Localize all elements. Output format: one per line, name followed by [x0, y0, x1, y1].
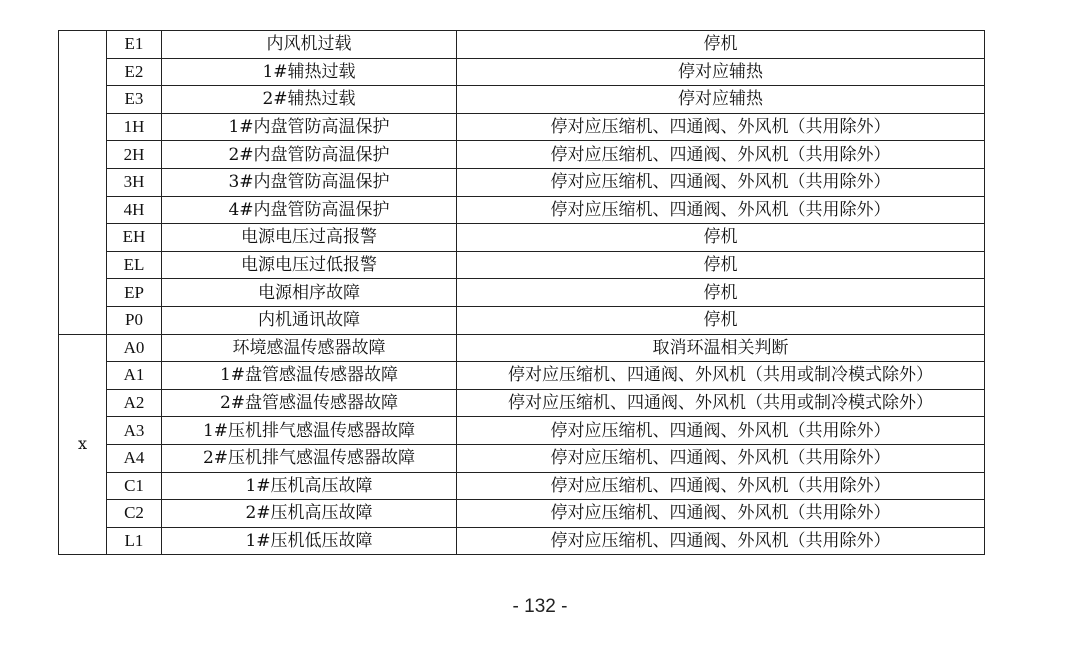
table-row	[59, 279, 985, 307]
fault-code-cell: A0	[107, 334, 162, 362]
fault-name-cell: 2#辅热过载	[162, 86, 457, 114]
table-row	[59, 334, 985, 362]
fault-name-cell: 1#盘管感温传感器故障	[162, 362, 457, 390]
page-number: - 132 -	[512, 596, 568, 617]
fault-action-cell: 停对应压缩机、四通阀、外风机（共用除外）	[457, 527, 985, 555]
fault-code-cell: A2	[107, 389, 162, 417]
table-row	[59, 417, 985, 445]
table-row	[59, 500, 985, 528]
table-row	[59, 224, 985, 252]
fault-action-cell: 停对应压缩机、四通阀、外风机（共用除外）	[457, 417, 985, 445]
fault-code-cell: A3	[107, 417, 162, 445]
fault-action-cell: 停对应压缩机、四通阀、外风机（共用除外）	[457, 472, 985, 500]
fault-action-cell: 停机	[457, 31, 985, 59]
fault-action-cell: 取消环温相关判断	[457, 334, 985, 362]
fault-action-cell: 停机	[457, 279, 985, 307]
fault-code-cell: E2	[107, 58, 162, 86]
fault-code-cell: 3H	[107, 168, 162, 196]
table-row	[59, 86, 985, 114]
table-row	[59, 389, 985, 417]
table-row	[59, 168, 985, 196]
table-row	[59, 31, 985, 59]
fault-code-cell: EL	[107, 251, 162, 279]
fault-action-cell: 停对应压缩机、四通阀、外风机（共用除外）	[457, 113, 985, 141]
fault-name-cell: 4#内盘管防高温保护	[162, 196, 457, 224]
fault-action-cell: 停机	[457, 251, 985, 279]
group-label-cell: x	[59, 334, 107, 555]
fault-code-cell: E3	[107, 86, 162, 114]
fault-name-cell: 2#压机排气感温传感器故障	[162, 444, 457, 472]
table-row	[59, 141, 985, 169]
table-row	[59, 58, 985, 86]
fault-action-cell: 停机	[457, 306, 985, 334]
fault-action-cell: 停对应压缩机、四通阀、外风机（共用或制冷模式除外）	[457, 362, 985, 390]
fault-name-cell: 内风机过载	[162, 31, 457, 59]
fault-name-cell: 电源相序故障	[162, 279, 457, 307]
fault-action-cell: 停对应辅热	[457, 86, 985, 114]
fault-code-cell: C2	[107, 500, 162, 528]
fault-code-table	[58, 30, 985, 555]
fault-action-cell: 停对应压缩机、四通阀、外风机（共用除外）	[457, 141, 985, 169]
fault-name-cell: 环境感温传感器故障	[162, 334, 457, 362]
fault-action-cell: 停对应辅热	[457, 58, 985, 86]
fault-name-cell: 3#内盘管防高温保护	[162, 168, 457, 196]
fault-action-cell: 停机	[457, 224, 985, 252]
fault-code-cell: 2H	[107, 141, 162, 169]
fault-code-cell: L1	[107, 527, 162, 555]
table-row	[59, 251, 985, 279]
fault-name-cell: 1#辅热过载	[162, 58, 457, 86]
table-row	[59, 113, 985, 141]
fault-table-body	[59, 31, 985, 555]
table-row	[59, 527, 985, 555]
table-row	[59, 196, 985, 224]
fault-code-cell: 4H	[107, 196, 162, 224]
fault-name-cell: 1#压机高压故障	[162, 472, 457, 500]
fault-action-cell: 停对应压缩机、四通阀、外风机（共用或制冷模式除外）	[457, 389, 985, 417]
fault-name-cell: 2#压机高压故障	[162, 500, 457, 528]
fault-name-cell: 1#压机低压故障	[162, 527, 457, 555]
table-row	[59, 444, 985, 472]
fault-name-cell: 2#内盘管防高温保护	[162, 141, 457, 169]
fault-name-cell: 内机通讯故障	[162, 306, 457, 334]
fault-action-cell: 停对应压缩机、四通阀、外风机（共用除外）	[457, 196, 985, 224]
fault-code-cell: P0	[107, 306, 162, 334]
fault-name-cell: 1#压机排气感温传感器故障	[162, 417, 457, 445]
fault-code-cell: A1	[107, 362, 162, 390]
group-label-cell	[59, 31, 107, 335]
fault-code-cell: C1	[107, 472, 162, 500]
fault-name-cell: 电源电压过低报警	[162, 251, 457, 279]
fault-action-cell: 停对应压缩机、四通阀、外风机（共用除外）	[457, 168, 985, 196]
fault-action-cell: 停对应压缩机、四通阀、外风机（共用除外）	[457, 500, 985, 528]
table-row	[59, 362, 985, 390]
fault-name-cell: 2#盘管感温传感器故障	[162, 389, 457, 417]
fault-code-cell: EH	[107, 224, 162, 252]
fault-name-cell: 电源电压过高报警	[162, 224, 457, 252]
fault-code-cell: A4	[107, 444, 162, 472]
table-row	[59, 306, 985, 334]
fault-name-cell: 1#内盘管防高温保护	[162, 113, 457, 141]
fault-action-cell: 停对应压缩机、四通阀、外风机（共用除外）	[457, 444, 985, 472]
fault-code-cell: 1H	[107, 113, 162, 141]
fault-code-cell: EP	[107, 279, 162, 307]
table-row	[59, 472, 985, 500]
fault-code-cell: E1	[107, 31, 162, 59]
